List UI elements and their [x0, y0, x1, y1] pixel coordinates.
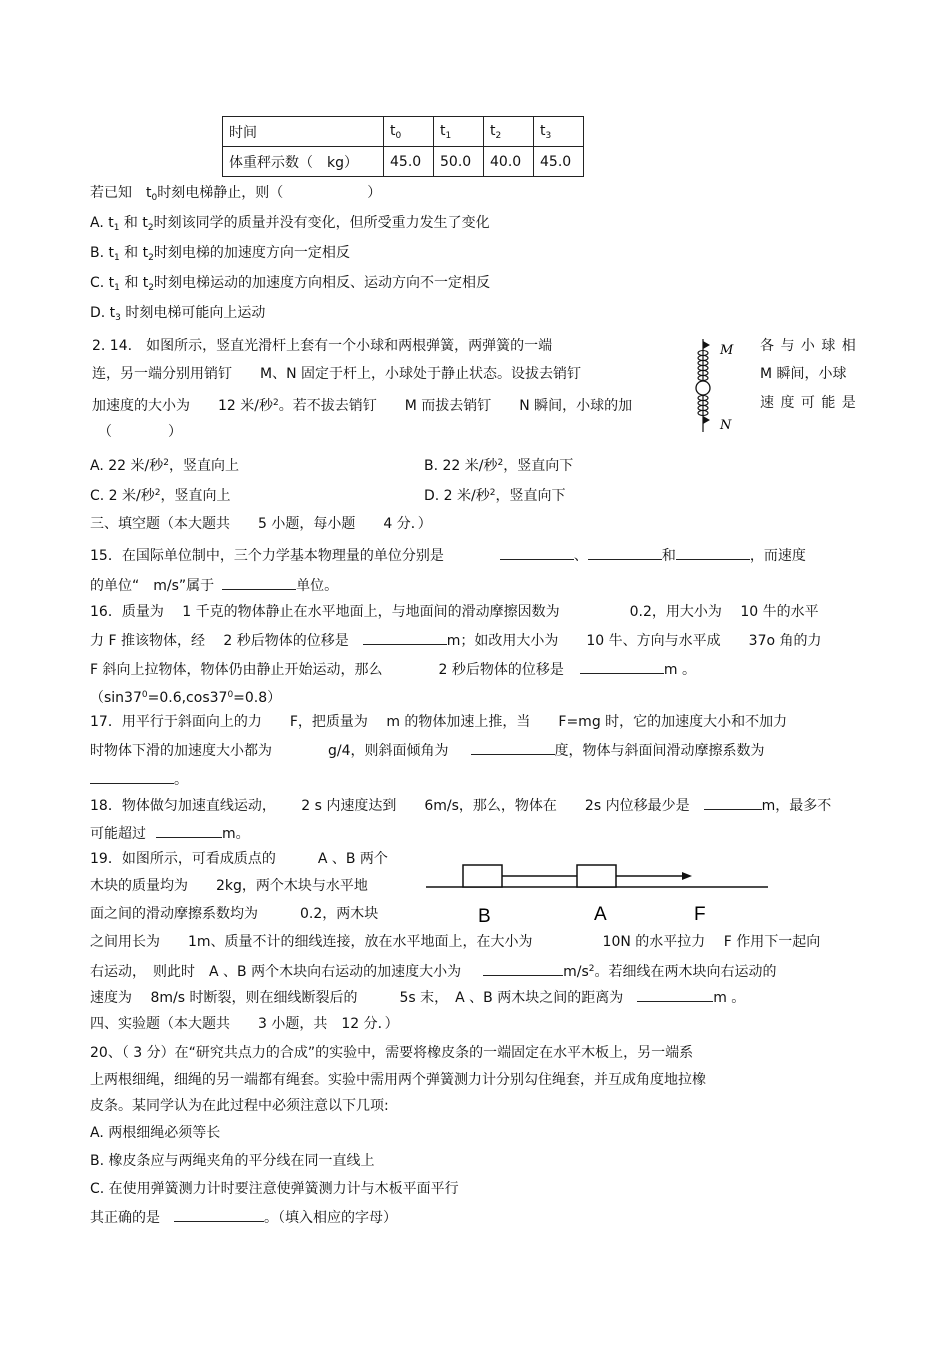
section-4-heading: 四、实验题（本大题共 3 小题，共 12 分．） — [90, 1016, 399, 1032]
q13-stem: 若已知 $t_0$时刻电梯静止，则（ ） — [90, 185, 382, 203]
q16-line-3: F 斜向上拉物体，物体仍由静止开始运动，那么 2 秒后物体的位移是 m 。 — [90, 659, 696, 679]
label-a: A — [594, 904, 607, 925]
q14-line-3: 加速度的大小为 12 米/秒$^2$。若不拔去销钉 M 而拔去销钉 N 瞬间，小球的加 — [92, 398, 633, 414]
spring-rod-diagram — [686, 336, 746, 436]
table-header-t2: $t_2$ — [484, 117, 534, 147]
q20-line-1: 20、（ 3 分）在“研究共点力的合成”的实验中，需要将橡皮条的一端固定在水平木板上，另一端系 — [90, 1045, 694, 1061]
table-header-t1: $t_1$ — [434, 117, 484, 147]
pin-m — [703, 341, 710, 349]
q20-option-b: B. 橡皮条应与两绳夹角的平分线在同一直线上 — [90, 1153, 375, 1169]
q14-option-d: D. 2 米/秒$^2$，竖直向下 — [424, 488, 566, 504]
label-f: F — [694, 904, 706, 925]
q16-line-4: $(\sin 37^0=0.6,\cos 37^0=0.8)$ — [90, 690, 282, 706]
q14-line-2-right: M 瞬间，小球 — [760, 366, 847, 382]
answer-blank[interactable] — [90, 769, 174, 784]
q17-line-3: 。 — [90, 769, 188, 789]
q19-line-3: 面之间的滑动摩擦系数均为 0.2，两木块 — [90, 906, 379, 922]
q19-line-6: 速度为 8m/s 时断裂，则在细线断裂后的 5s 末， A 、B 两木块之间的距离为 m 。 — [90, 987, 745, 1007]
q14-line-3-right: 速 度 可 能 是 — [760, 395, 857, 411]
label-m: M — [720, 343, 734, 358]
table-cell: 45.0 — [384, 147, 434, 177]
q17-line-1: 17．用平行于斜面向上的力 F，把质量为 m 的物体加速上推，当 F=mg 时，它的加速度大小和不加力 — [90, 714, 788, 730]
q20-option-a: A. 两根细绳必须等长 — [90, 1125, 221, 1141]
q13-option-c: C. $t_1$ 和 $t_2$时刻电梯运动的加速度方向相反、运动方向不一定相反 — [90, 275, 491, 293]
pin-n — [703, 416, 710, 424]
q19-line-2: 木块的质量均为 2kg，两个木块与水平地 — [90, 878, 368, 894]
table-cell: 40.0 — [484, 147, 534, 177]
q15-line-2: 的单位“ m/s”属于 单位。 — [90, 575, 338, 595]
answer-blank[interactable] — [483, 961, 563, 976]
table-row — [223, 147, 584, 177]
section-3-heading: 三、填空题（本大题共 5 小题，每小题 4 分．） — [90, 516, 432, 532]
q15-line-1: 15．在国际单位制中，三个力学基本物理量的单位分别是 、 和 ，而速度 — [90, 545, 806, 565]
table-header-label: 时间 — [223, 117, 384, 147]
answer-blank[interactable] — [704, 795, 762, 810]
q20-answer-line: 其正确的是 。（填入相应的字母） — [90, 1207, 397, 1227]
answer-blank[interactable] — [637, 987, 713, 1002]
answer-blank[interactable] — [676, 545, 750, 560]
answer-blank[interactable] — [363, 630, 447, 645]
q20-line-3: 皮条。某同学认为在此过程中必须注意以下几项: — [90, 1098, 389, 1114]
q13-option-b: B. $t_1$ 和 $t_2$时刻电梯的加速度方向一定相反 — [90, 245, 350, 263]
q18-line-2: 可能超过 m。 — [90, 823, 250, 843]
table-row-label: 体重秤示数（ kg） — [223, 147, 384, 177]
q17-line-2: 时物体下滑的加速度大小都为 g/4，则斜面倾角为 度，物体与斜面间滑动摩擦系数为 — [90, 740, 765, 760]
q14-line-4: （ ） — [98, 424, 182, 440]
q14-line-2: 连，另一端分别用销钉 M、N 固定于杆上，小球处于静止状态。设拔去销钉 — [92, 366, 581, 382]
q16-line-1: 16．质量为 1 千克的物体静止在水平地面上，与地面间的滑动摩擦因数为 0.2，用大小为 10 牛的水平 — [90, 604, 819, 620]
answer-blank[interactable] — [222, 575, 296, 590]
q19-line-4: 之间用长为 1m、质量不计的细线连接，放在水平地面上，在大小为 10N 的水平拉力 F 作用下一起向 — [90, 934, 821, 950]
q16-line-2: 力 F 推该物体，经 2 秒后物体的位移是 m；如改用大小为 10 牛、方向与水平成 37o 角的力 — [90, 630, 822, 650]
table-header-t0: $t_0$ — [384, 117, 434, 147]
label-n: N — [720, 418, 732, 433]
blocks-diagram — [420, 856, 780, 928]
q14-line-1: 2. 14. 如图所示，竖直光滑杆上套有一个小球和两根弹簧，两弹簧的一端 — [92, 338, 553, 354]
q19-line-1: 19．如图所示，可看成质点的 A 、B 两个 — [90, 851, 388, 867]
arrow-head-icon — [682, 872, 692, 880]
label-b: B — [478, 906, 491, 927]
answer-blank[interactable] — [471, 740, 555, 755]
q13-option-d: D. $t_3$ 时刻电梯可能向上运动 — [90, 305, 266, 323]
block-a — [577, 865, 616, 887]
table-cell: 45.0 — [534, 147, 584, 177]
answer-blank[interactable] — [588, 545, 662, 560]
q18-line-1: 18．物体做匀加速直线运动， 2 s 内速度达到 6m/s，那么，物体在 2s 内位移最少是 m，最多不 — [90, 795, 831, 815]
q19-line-5: 右运动， 则此时 A 、B 两个木块向右运动的加速度大小为 $m/s^2$。若细线在两木块向右运动的 — [90, 960, 776, 981]
q14-option-a: A. 22 米/秒$^2$，竖直向上 — [90, 458, 239, 474]
q20-line-2: 上两根细绳，细绳的另一端都有绳套。实验中需用两个弹簧测力计分别勾住绳套，并互成角度地拉橡 — [90, 1072, 706, 1088]
answer-blank[interactable] — [174, 1207, 264, 1222]
q14-option-b: B. 22 米/秒$^2$，竖直向下 — [424, 458, 574, 474]
weight-table — [222, 116, 584, 177]
q20-option-c: C. 在使用弹簧测力计时要注意使弹簧测力计与木板平面平行 — [90, 1181, 459, 1197]
upper-spring — [698, 351, 708, 381]
answer-blank[interactable] — [580, 659, 664, 674]
q14-line-1-right: 各 与 小 球 相 — [760, 338, 857, 354]
answer-blank[interactable] — [500, 545, 574, 560]
block-b — [463, 865, 502, 887]
q14-option-c: C. 2 米/秒$^2$，竖直向上 — [90, 488, 231, 504]
q13-option-a: A. $t_1$ 和 $t_2$时刻该同学的质量并没有变化，但所受重力发生了变化 — [90, 215, 490, 233]
ball — [696, 381, 710, 395]
table-cell: 50.0 — [434, 147, 484, 177]
answer-blank[interactable] — [156, 823, 222, 838]
table-row — [223, 117, 584, 147]
table-header-t3: $t_3$ — [534, 117, 584, 147]
